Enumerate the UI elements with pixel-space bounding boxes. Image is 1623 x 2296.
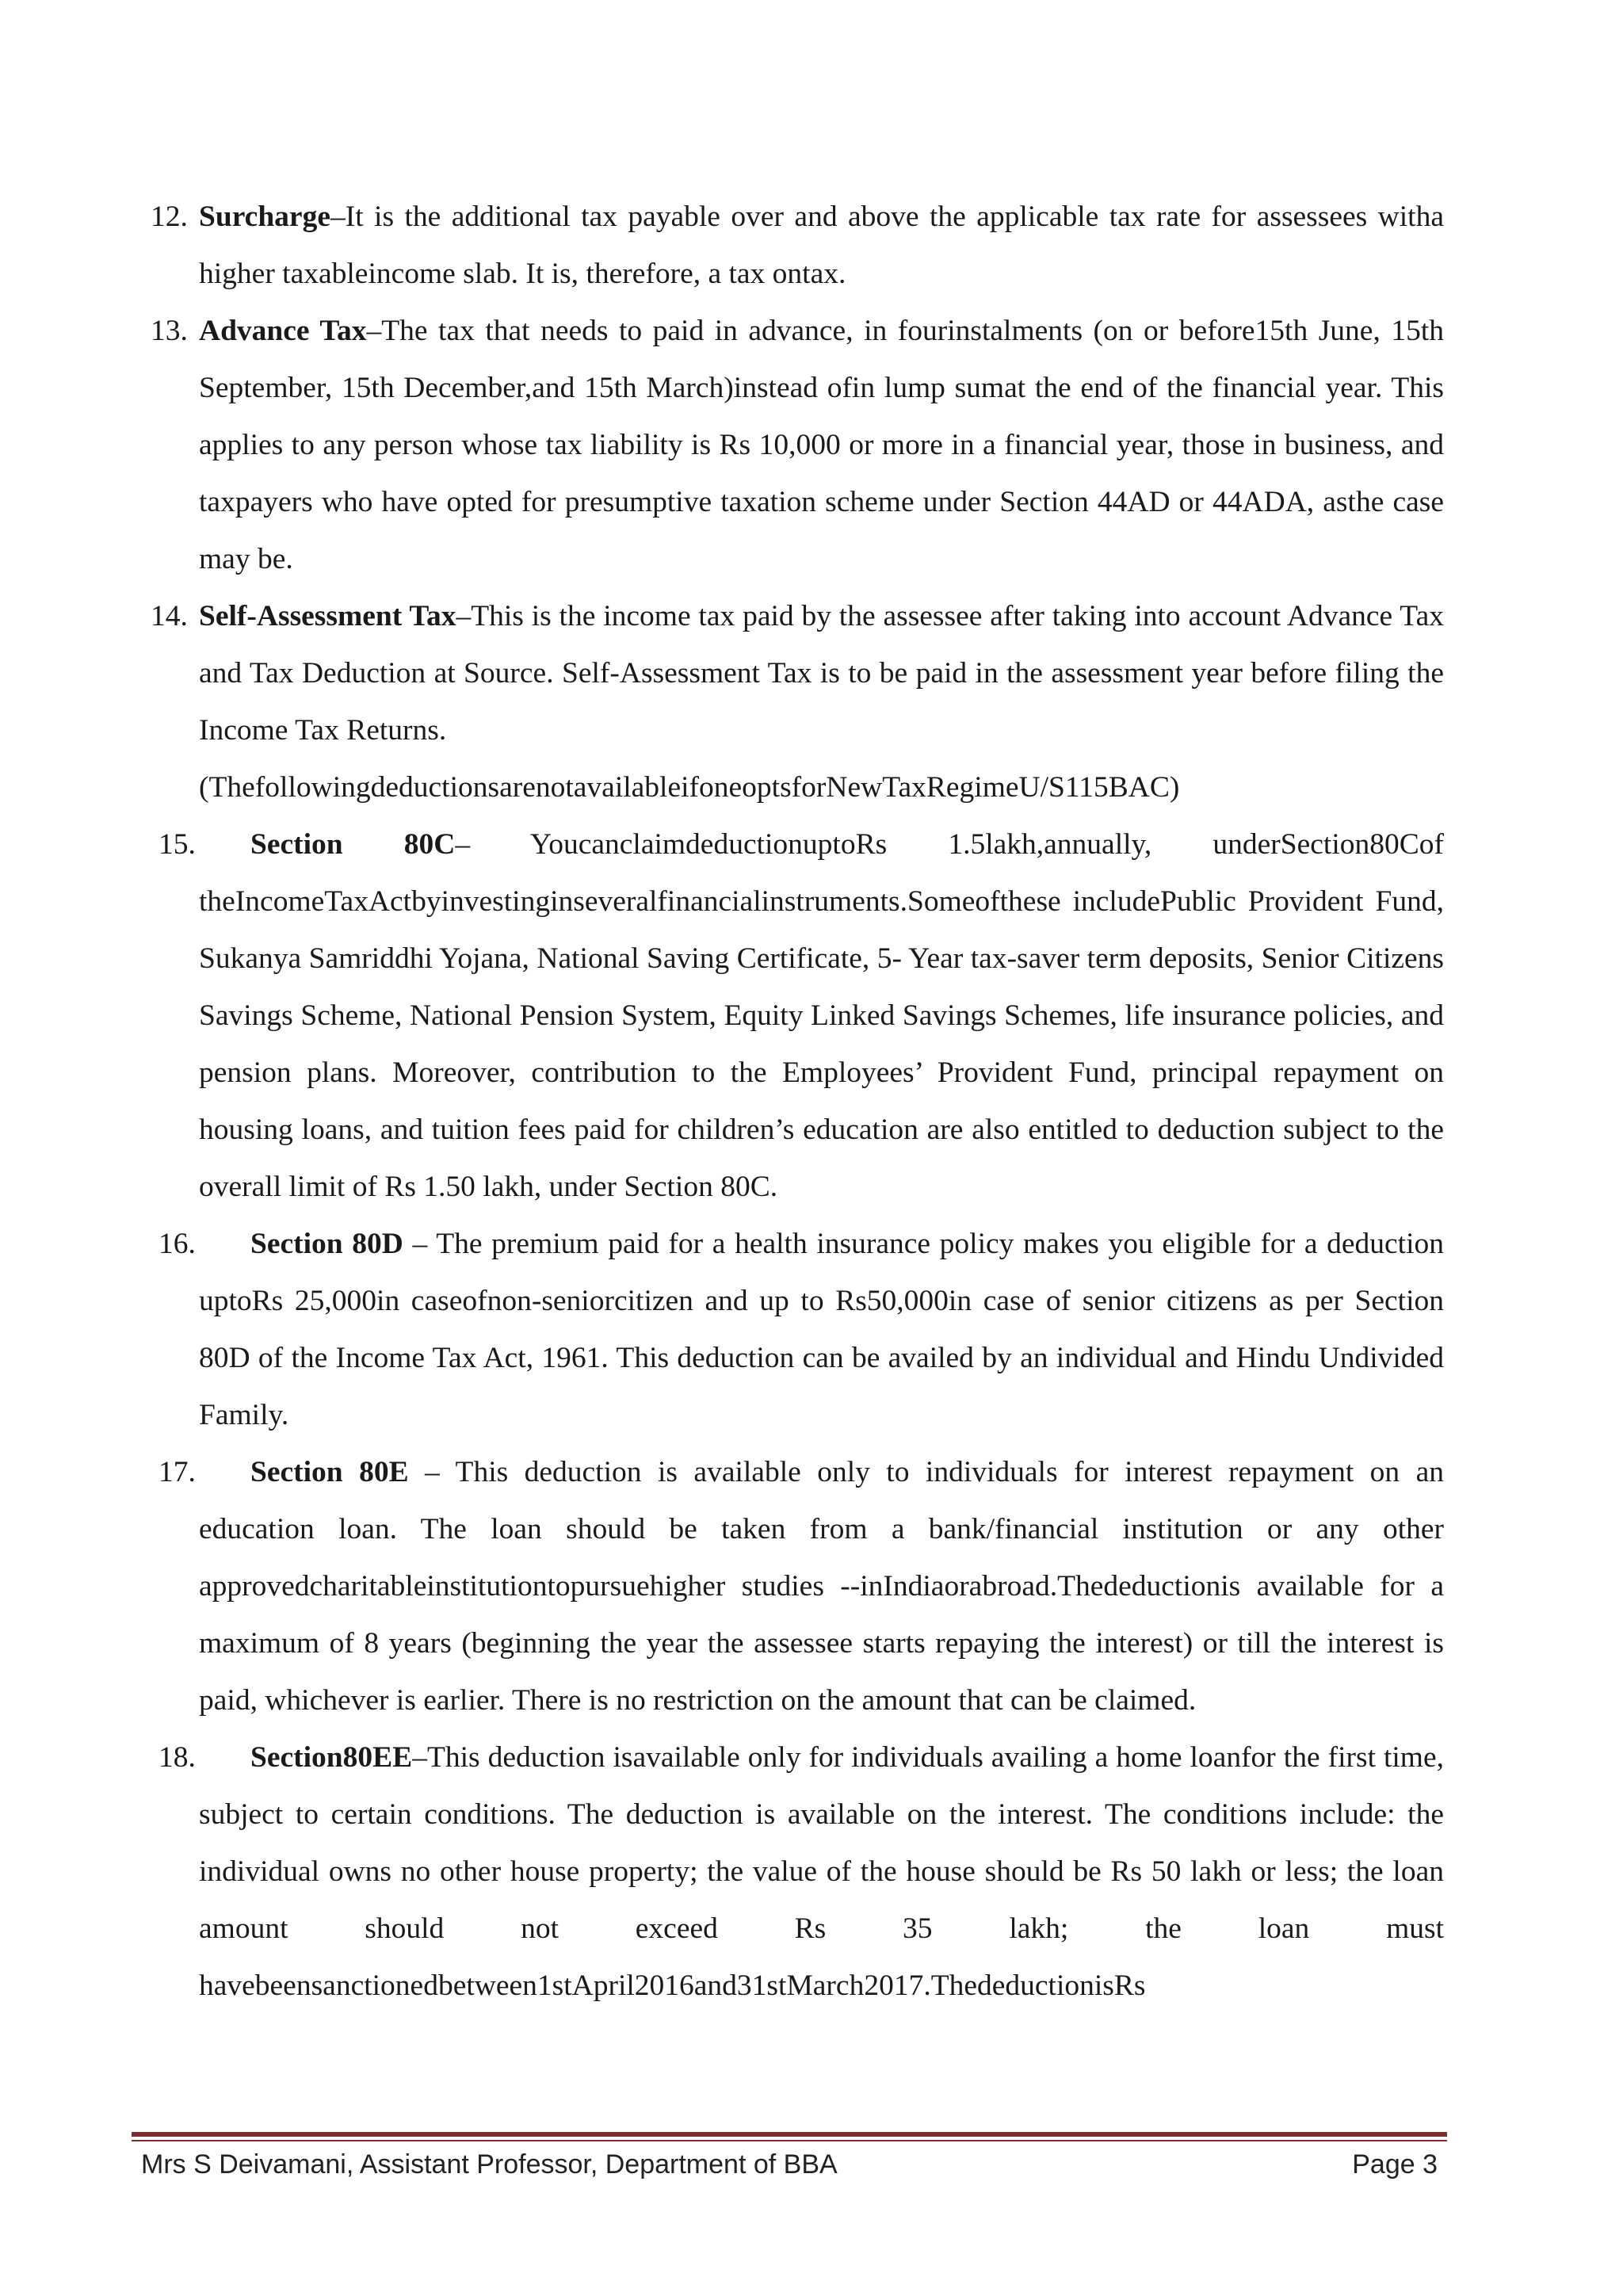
footer-rule-thick bbox=[132, 2132, 1447, 2137]
item-number: 14. bbox=[151, 600, 188, 632]
item-number: 12. bbox=[151, 201, 188, 233]
footer-author: Mrs S Deivamani, Assistant Professor, Department of BBA bbox=[141, 2149, 838, 2179]
page-footer bbox=[132, 2149, 1447, 2180]
item-term: Self-Assessment Tax bbox=[199, 600, 456, 632]
footer-rule-thin bbox=[132, 2140, 1447, 2141]
page-number: Page 3 bbox=[1352, 2149, 1438, 2179]
item-body bbox=[199, 1729, 1444, 2015]
item-term: Section 80C bbox=[250, 828, 456, 861]
item-body bbox=[199, 1444, 1444, 1729]
item-number: 16. bbox=[158, 1228, 196, 1260]
item-body bbox=[199, 588, 1444, 759]
item-term: Section 80D bbox=[250, 1228, 403, 1260]
item-term: Section80EE bbox=[250, 1741, 413, 1774]
item-term: Surcharge bbox=[199, 201, 330, 233]
item-number: 17. bbox=[158, 1456, 196, 1488]
item-text: –This deduction isavailable only for individuals availing a home loanfor the first time, subject to certain conditions. The deduction is available on the interest. The conditions include: the individual owns no other house property; the value of the house should be Rs 50 lakh or less; the loan amount should not exceed Rs 35 lakh; the loan must havebeensanctionedbetween1stApril2016and31stMarch2017.ThedeductionisRs bbox=[199, 1741, 1444, 2002]
item-text: – The premium paid for a health insurance policy makes you eligible for a deduction uptoRs 25,000in caseofnon-seniorcitizen and up to Rs50,000in case of senior citizens as per Section 80D of the Income Tax Act, 1961. This deduction can be availed by an individual and Hindu Undivided Family. bbox=[199, 1228, 1444, 1431]
list-item-section-80e bbox=[151, 1444, 1444, 1729]
item-term: Advance Tax bbox=[199, 315, 367, 347]
item-text: –The tax that needs to paid in advance, in fourinstalments (on or before15th June, 15th September, 15th December,and 15th March)instead ofin lump sumat the end of the financial year. This applies to any person whose tax liability is Rs 10,000 or more in a financial year, those in business, and taxpayers who have opted for presumptive taxation scheme under Section 44AD or 44ADA, asthe case may be. bbox=[199, 315, 1444, 575]
item-body bbox=[199, 303, 1444, 588]
item-term: Section 80E bbox=[250, 1456, 409, 1488]
document-body bbox=[151, 189, 1444, 2015]
item-number: 13. bbox=[151, 315, 188, 347]
item-text: – YoucanclaimdeductionuptoRs 1.5lakh,annually, underSection80Cof theIncomeTaxActbyinvestinginseveralfinancialinstruments.Someofthese includePublic Provident Fund, Sukanya Samriddhi Yojana, National Saving Certificate, 5- Year tax-saver term deposits, Senior Citizens Savings Scheme, National Pension System, Equity Linked Savings Schemes, life insurance policies, and pension plans. Moreover, contribution to the Employees’ Provident Fund, principal repayment on housing loans, and tuition fees paid for children’s education are also entitled to deduction subject to the overall limit of Rs 1.50 lakh, under Section 80C. bbox=[199, 828, 1444, 1203]
list-item-section-80d bbox=[151, 1216, 1444, 1444]
list-item-self-assessment-tax bbox=[151, 588, 1444, 759]
item-body bbox=[199, 189, 1444, 303]
list-item-section-80ee bbox=[151, 1729, 1444, 2015]
list-item-section-80c bbox=[151, 816, 1444, 1216]
regime-note: (ThefollowingdeductionsarenotavailableifoneoptsforNewTaxRegimeU/S115BAC) bbox=[199, 771, 1180, 804]
item-body bbox=[199, 1216, 1444, 1444]
item-number: 18. bbox=[158, 1741, 196, 1774]
item-number: 15. bbox=[158, 828, 196, 861]
item-text: –This is the income tax paid by the assessee after taking into account Advance Tax and Tax Deduction at Source. Self-Assessment Tax is to be paid in the assessment year before filing the Income Tax Returns. bbox=[199, 600, 1444, 747]
item-text: –It is the additional tax payable over and above the applicable tax rate for assessees witha higher taxableincome slab. It is, therefore, a tax ontax. bbox=[199, 201, 1444, 290]
list-item-advance-tax bbox=[151, 303, 1444, 588]
item-body bbox=[199, 816, 1444, 1216]
list-item-surcharge bbox=[151, 189, 1444, 303]
item-text: – This deduction is available only to individuals for interest repayment on an education loan. The loan should be taken from a bank/financial institution or any other approvedcharitableinstitutiontopursuehigher studies --inIndiaorabroad.Thedeductionis available for a maximum of 8 years (beginning the year the assessee starts repaying the interest) or till the interest is paid, whichever is earlier. There is no restriction on the amount that can be claimed. bbox=[199, 1456, 1444, 1717]
